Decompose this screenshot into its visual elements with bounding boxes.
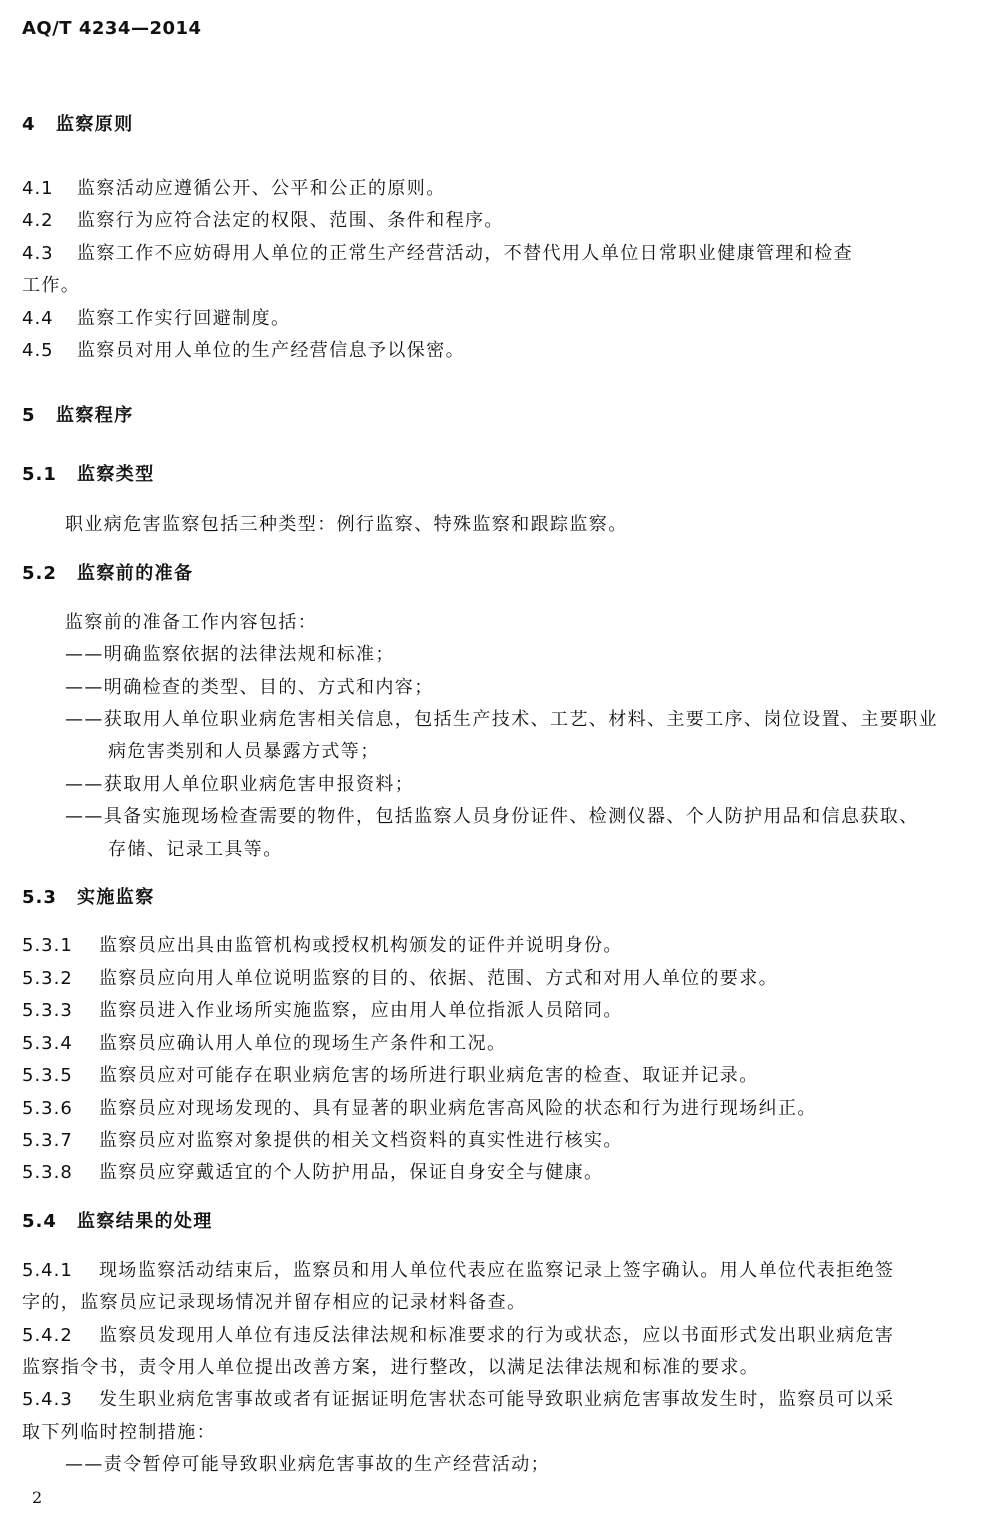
- clause-4-5: [22, 339, 982, 363]
- clause-5-4-1-continued: 字的，监察员应记录现场情况并留存相应的记录材料备查。: [22, 1292, 527, 1313]
- clause-number: 5.4.3: [22, 1389, 73, 1410]
- clause-text: 监察行为应符合法定的权限、范围、条件和程序。: [77, 210, 504, 231]
- section-number: 4: [22, 114, 36, 135]
- subsection-5-1-heading: [22, 463, 982, 487]
- clause-5-4-2-continued: 监察指令书，责令用人单位提出改善方案，进行整改，以满足法律法规和标准的要求。: [22, 1357, 760, 1378]
- clause-number: 5.3.7: [22, 1130, 73, 1151]
- clause-number: 5.4.2: [22, 1325, 73, 1346]
- clause-text: 监察员应向用人单位说明监察的目的、依据、范围、方式和对用人单位的要求。: [99, 968, 778, 989]
- list-item: ——获取用人单位职业病危害申报资料；: [65, 774, 415, 795]
- clause-5-3-4: [22, 1032, 982, 1056]
- subsection-title: 监察类型: [77, 464, 155, 485]
- clause-5-4-3-continued: 取下列临时控制措施：: [22, 1422, 216, 1443]
- list-item: ——具备实施现场检查需要的物件，包括监察人员身份证件、检测仪器、个人防护用品和信息获取、: [65, 806, 919, 827]
- list-item: ——明确监察依据的法律法规和标准；: [65, 644, 395, 665]
- subsection-number: 5.3: [22, 887, 57, 908]
- subsection-title: 实施监察: [77, 887, 155, 908]
- page-number: 2: [32, 1488, 43, 1507]
- clause-4-2: [22, 209, 982, 233]
- clause-number: 5.3.6: [22, 1098, 73, 1119]
- list-item: ——责令暂停可能导致职业病危害事故的生产经营活动；: [65, 1454, 550, 1475]
- clause-text: 监察员应对可能存在职业病危害的场所进行职业病危害的检查、取证并记录。: [99, 1065, 759, 1086]
- clause-text: 监察员应出具由监管机构或授权机构颁发的证件并说明身份。: [99, 935, 623, 956]
- clause-text: 监察员应对监察对象提供的相关文档资料的真实性进行核实。: [99, 1130, 623, 1151]
- clause-5-3-6: [22, 1097, 982, 1121]
- clause-5-3-1: [22, 934, 982, 958]
- clause-number: 4.4: [22, 308, 54, 329]
- subsection-5-2-heading: [22, 562, 982, 586]
- clause-text: 现场监察活动结束后，监察员和用人单位代表应在监察记录上签字确认。用人单位代表拒绝签: [99, 1260, 895, 1281]
- clause-text: 监察员应穿戴适宜的个人防护用品，保证自身安全与健康。: [99, 1162, 604, 1183]
- clause-4-4: [22, 307, 982, 331]
- clause-number: 4.5: [22, 340, 54, 361]
- clause-5-3-8: [22, 1161, 982, 1185]
- clause-5-3-7: [22, 1129, 982, 1153]
- clause-text: 监察员应确认用人单位的现场生产条件和工况。: [99, 1033, 507, 1054]
- subsection-number: 5.2: [22, 563, 57, 584]
- list-item: ——获取用人单位职业病危害相关信息，包括生产技术、工艺、材料、主要工序、岗位设置、主要职业: [65, 709, 938, 730]
- clause-5-4-1: [22, 1259, 982, 1283]
- clause-number: 5.3.1: [22, 935, 73, 956]
- clause-number: 4.2: [22, 210, 54, 231]
- list-item-continued: 病危害类别和人员暴露方式等；: [108, 741, 380, 762]
- section-title: 监察程序: [56, 405, 134, 426]
- clause-5-3-3: [22, 999, 982, 1023]
- clause-text: 监察工作实行回避制度。: [77, 308, 291, 329]
- section-title: 监察原则: [56, 114, 134, 135]
- clause-number: 5.3.3: [22, 1000, 73, 1021]
- list-item: ——明确检查的类型、目的、方式和内容；: [65, 677, 434, 698]
- clause-number: 4.1: [22, 178, 54, 199]
- subsection-title: 监察前的准备: [77, 563, 194, 584]
- clause-text: 监察员对用人单位的生产经营信息予以保密。: [77, 340, 465, 361]
- clause-5-4-3: [22, 1388, 982, 1412]
- clause-5-3-2: [22, 967, 982, 991]
- clause-text: 监察员进入作业场所实施监察，应由用人单位指派人员陪同。: [99, 1000, 623, 1021]
- subsection-number: 5.4: [22, 1211, 57, 1232]
- clause-4-3: [22, 242, 982, 266]
- clause-number: 5.4.1: [22, 1260, 73, 1281]
- list-item-continued: 存储、记录工具等。: [108, 839, 283, 860]
- clause-text: 监察工作不应妨碍用人单位的正常生产经营活动，不替代用人单位日常职业健康管理和检查: [77, 243, 853, 264]
- clause-text: 监察员应对现场发现的、具有显著的职业病危害高风险的状态和行为进行现场纠正。: [99, 1098, 817, 1119]
- clause-4-3-continued: 工作。: [22, 275, 81, 296]
- clause-text: 发生职业病危害事故或者有证据证明危害状态可能导致职业病危害事故发生时，监察员可以采: [99, 1389, 895, 1410]
- section-4-heading: [22, 113, 982, 137]
- clause-4-1: [22, 177, 982, 201]
- clause-number: 5.3.8: [22, 1162, 73, 1183]
- section-number: 5: [22, 405, 36, 426]
- clause-number: 5.3.5: [22, 1065, 73, 1086]
- standard-code: AQ/T 4234—2014: [22, 18, 202, 39]
- subsection-5-1-paragraph: 职业病危害监察包括三种类型：例行监察、特殊监察和跟踪监察。: [65, 514, 628, 535]
- subsection-title: 监察结果的处理: [77, 1211, 213, 1232]
- clause-5-4-2: [22, 1324, 982, 1348]
- clause-number: 4.3: [22, 243, 54, 264]
- subsection-5-2-intro: 监察前的准备工作内容包括：: [65, 612, 318, 633]
- clause-number: 5.3.4: [22, 1033, 73, 1054]
- clause-text: 监察活动应遵循公开、公平和公正的原则。: [77, 178, 446, 199]
- section-5-heading: [22, 404, 982, 428]
- clause-text: 监察员发现用人单位有违反法律法规和标准要求的行为或状态，应以书面形式发出职业病危害: [99, 1325, 895, 1346]
- subsection-5-4-heading: [22, 1210, 982, 1234]
- clause-number: 5.3.2: [22, 968, 73, 989]
- clause-5-3-5: [22, 1064, 982, 1088]
- subsection-number: 5.1: [22, 464, 57, 485]
- subsection-5-3-heading: [22, 886, 982, 910]
